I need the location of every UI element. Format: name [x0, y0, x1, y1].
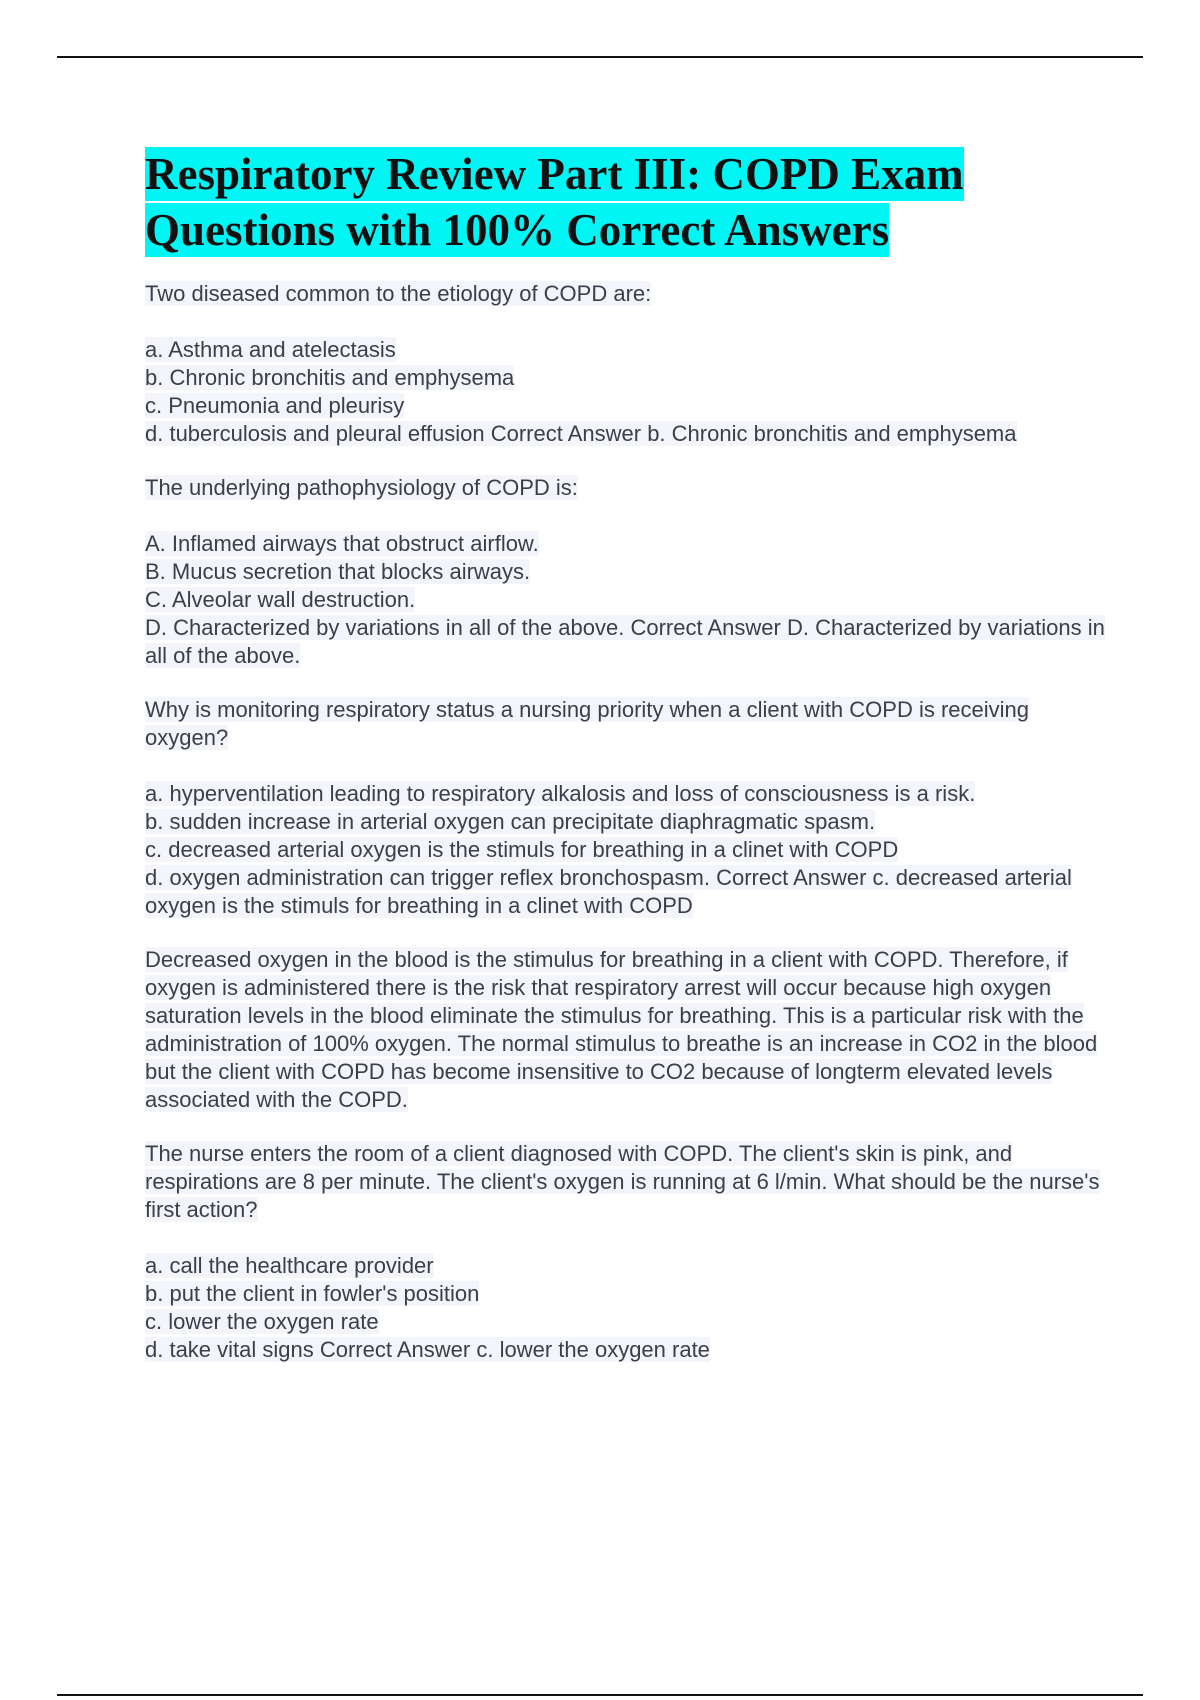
question-2-options	[145, 530, 1105, 670]
document-title	[145, 146, 1105, 258]
question-3-options	[145, 780, 1105, 920]
option: B. Mucus secretion that blocks airways.	[145, 559, 531, 584]
question-4-prompt: The nurse enters the room of a client diagnosed with COPD. The client's skin is pink, and respirations are 8 per minute. The client's oxygen is running at 6 l/min. What should be the nurse's first action?	[145, 1141, 1100, 1222]
option: c. decreased arterial oxygen is the stimuls for breathing in a clinet with COPD	[145, 837, 899, 862]
title-line-1: Respiratory Review Part III: COPD Exam	[145, 149, 964, 199]
option: c. lower the oxygen rate	[145, 1309, 379, 1334]
option-with-answer: D. Characterized by variations in all of the above. Correct Answer D. Characterized by variations in all of the above.	[145, 615, 1105, 668]
explanation-paragraph: Decreased oxygen in the blood is the stimulus for breathing in a client with COPD. Therefore, if oxygen is administered there is the risk that respiratory arrest will occur because high oxygen saturation levels in the blood eliminate the stimulus for breathing. This is a particular risk with the administration of 100% oxygen. The normal stimulus to breathe is an increase in CO2 in the blood but the client with COPD has become insensitive to CO2 because of longterm elevated levels associated with the COPD.	[145, 947, 1098, 1112]
option: a. Asthma and atelectasis	[145, 337, 396, 362]
question-4-options	[145, 1252, 1105, 1364]
option: b. put the client in fowler's position	[145, 1281, 480, 1306]
option: A. Inflamed airways that obstruct airflow.	[145, 531, 539, 556]
question-1-options	[145, 336, 1105, 448]
option: a. call the healthcare provider	[145, 1253, 434, 1278]
option: b. Chronic bronchitis and emphysema	[145, 365, 515, 390]
question-2-prompt: The underlying pathophysiology of COPD is:	[145, 475, 578, 500]
document-body	[145, 146, 1105, 1390]
option-with-answer: d. oxygen administration can trigger reflex bronchospasm. Correct Answer c. decreased arterial oxygen is the stimuls for breathing in a clinet with COPD	[145, 865, 1072, 918]
option: c. Pneumonia and pleurisy	[145, 393, 405, 418]
option: C. Alveolar wall destruction.	[145, 587, 416, 612]
option-with-answer: d. tuberculosis and pleural effusion Correct Answer b. Chronic bronchitis and emphysema	[145, 421, 1017, 446]
question-1-prompt: Two diseased common to the etiology of COPD are:	[145, 281, 652, 306]
top-rule	[57, 56, 1143, 58]
question-3-prompt: Why is monitoring respiratory status a nursing priority when a client with COPD is receiving oxygen?	[145, 697, 1029, 750]
bottom-rule	[57, 1694, 1143, 1696]
title-line-2: Questions with 100% Correct Answers	[145, 205, 890, 255]
option-with-answer: d. take vital signs Correct Answer c. lower the oxygen rate	[145, 1337, 710, 1362]
option: a. hyperventilation leading to respiratory alkalosis and loss of consciousness is a risk.	[145, 781, 976, 806]
option: b. sudden increase in arterial oxygen can precipitate diaphragmatic spasm.	[145, 809, 876, 834]
